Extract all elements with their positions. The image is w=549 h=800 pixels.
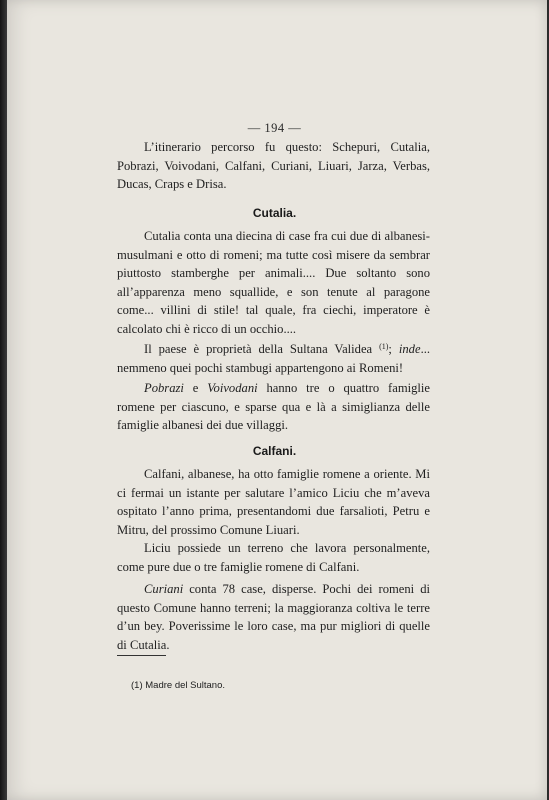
intro-paragraph xyxy=(117,138,430,194)
section-heading-cutalia: Cutalia. xyxy=(252,206,297,220)
p2-latin-word: inde xyxy=(398,342,421,356)
calfani-section xyxy=(117,465,430,576)
page-number: — 194 — xyxy=(247,121,302,135)
p3-text-b: hanno tre o quattro famiglie romene per ciascuno, e sparse qua e là a simiglianza delle famiglie albanesi dei due villaggi. xyxy=(117,381,431,432)
footnote: (1) Madre del Sultano. xyxy=(131,680,225,691)
footnote-ref: (1) xyxy=(379,342,389,351)
intro-text: L’itinerario percorso fu questo: Schepuri, Cutalia, Pobrazi, Voivodani, Calfani, Curiani, Liuari, Jarza, Verbas, Ducas, Craps e Drisa. xyxy=(117,140,430,191)
section-heading-calfani: Calfani. xyxy=(252,444,297,458)
scan-edge xyxy=(0,0,7,800)
p2-text-b: ; xyxy=(388,342,399,356)
cutalia-paragraph-2 xyxy=(117,338,430,377)
cutalia-section xyxy=(117,227,430,377)
calfani-paragraph-2: Liciu possiede un terreno che lavora personalmente, come pure due o tre famiglie romene di Calfani. xyxy=(117,541,430,574)
place-pobrazi: Pobrazi xyxy=(144,381,184,395)
place-voivodani: Voivodani xyxy=(207,381,258,395)
cutalia-paragraph-1: Cutalia conta una diecina di case fra cui due di albanesi-musulmani e otto di romeni; ma tutte così misere da sembrar piuttosto stamberghe per animali.... Due soltanto sono all’apparenza meno squallide, e son tenute al paragone come... villini di stile! tal quale, fra ciechi, imperatore è calcolato chi è ricco di un occhio.... xyxy=(117,229,430,336)
pobrazi-section xyxy=(117,379,430,435)
p3-text-a: e xyxy=(183,381,208,395)
calfani-paragraph-1: Calfani, albanese, ha otto famiglie romene a oriente. Mi ci fermai un istante per salutare l’amico Liciu che m’aveva ospitato l’anno prima, presentandomi due farsalioti, Petru e Mitru, del prossimo Comune Liuari. xyxy=(117,467,430,537)
pobrazi-paragraph xyxy=(117,379,430,435)
p2-text-c: ... nemmeno quei pochi stambugi appartengono ai Romeni! xyxy=(117,342,431,375)
footnote-divider xyxy=(117,655,166,656)
curiani-text: conta 78 case, disperse. Pochi dei romeni di questo Comune hanno terreni; la maggioranza coltiva le terre d’un bey. Poverissime le loro case, ma pur migliori di quelle di Cutalia. xyxy=(117,582,430,652)
curiani-section xyxy=(117,580,430,654)
p2-text-a: Il paese è proprietà della Sultana Validea xyxy=(144,342,380,356)
curiani-paragraph xyxy=(117,580,430,654)
place-curiani: Curiani xyxy=(144,582,184,596)
